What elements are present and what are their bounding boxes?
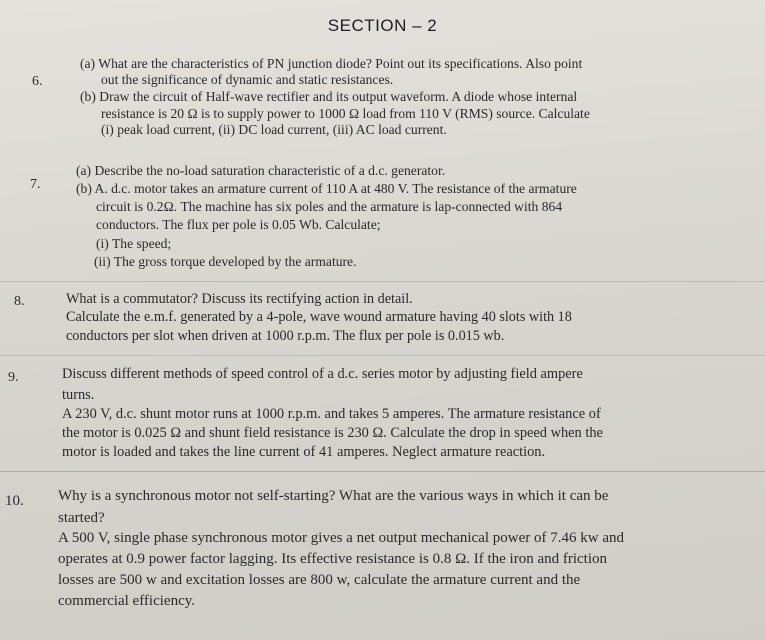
question-line: A 230 V, d.c. shunt motor runs at 1000 r.p.m. and takes 5 amperes. The armature resistance of — [62, 406, 601, 422]
question-line: out the significance of dynamic and static resistances. — [101, 72, 394, 87]
question-line: Why is a synchronous motor not self-starting? What are the various ways in which it can be — [58, 488, 609, 504]
question-line: resistance is 20 Ω is to supply power to 1000 Ω load from 110 V (RMS) source. Calculate — [101, 106, 590, 121]
question-line: started? — [58, 510, 105, 526]
section-title: SECTION – 2 — [327, 16, 438, 35]
question-line: conductors per slot when driven at 1000 r.p.m. The flux per pole is 0.015 wb. — [66, 328, 505, 344]
question-line: (b) Draw the circuit of Half-wave rectifier and its output waveform. A diode whose internal — [80, 89, 578, 104]
question-number: 6. — [32, 74, 43, 89]
question-line: commercial efficiency. — [58, 593, 196, 609]
question-line: (b) A. d.c. motor takes an armature current of 110 A at 480 V. The resistance of the armature — [76, 181, 577, 196]
question-line: (ii) The gross torque developed by the armature. — [94, 254, 357, 269]
question-line: (i) The speed; — [96, 236, 172, 251]
question-line: (a) Describe the no-load saturation characteristic of a d.c. generator. — [76, 163, 446, 178]
divider — [0, 281, 765, 282]
question-line: operates at 0.9 power factor lagging. Its effective resistance is 0.8 Ω. If the iron and friction — [58, 551, 608, 567]
question-number: 10. — [5, 493, 24, 509]
question-number: 7. — [30, 177, 41, 192]
question-line: Discuss different methods of speed control of a d.c. series motor by adjusting field ampere — [62, 366, 583, 382]
question-line: What is a commutator? Discuss its rectifying action in detail. — [66, 291, 413, 307]
question-line: (i) peak load current, (ii) DC load current, (iii) AC load current. — [101, 122, 447, 137]
question-line: conductors. The flux per pole is 0.05 Wb. Calculate; — [96, 217, 381, 232]
question-line: A 500 V, single phase synchronous motor gives a net output mechanical power of 7.46 kw and — [58, 530, 625, 546]
question-line: (a) What are the characteristics of PN junction diode? Point out its specifications. Also point — [80, 56, 583, 71]
question-number: 8. — [14, 294, 25, 309]
question-line: turns. — [62, 387, 95, 403]
question-line: motor is loaded and takes the line current of 41 amperes. Neglect armature reaction. — [62, 444, 546, 460]
question-line: the motor is 0.025 Ω and shunt field resistance is 230 Ω. Calculate the drop in speed when the — [62, 425, 603, 441]
question-line: Calculate the e.m.f. generated by a 4-pole, wave wound armature having 40 slots with 18 — [66, 309, 572, 325]
question-number: 9. — [8, 370, 19, 385]
question-line: losses are 500 w and excitation losses are 800 w, calculate the armature current and the — [58, 572, 581, 588]
divider — [0, 355, 765, 356]
divider — [0, 471, 765, 472]
question-line: circuit is 0.2Ω. The machine has six poles and the armature is lap-connected with 864 — [96, 199, 563, 214]
